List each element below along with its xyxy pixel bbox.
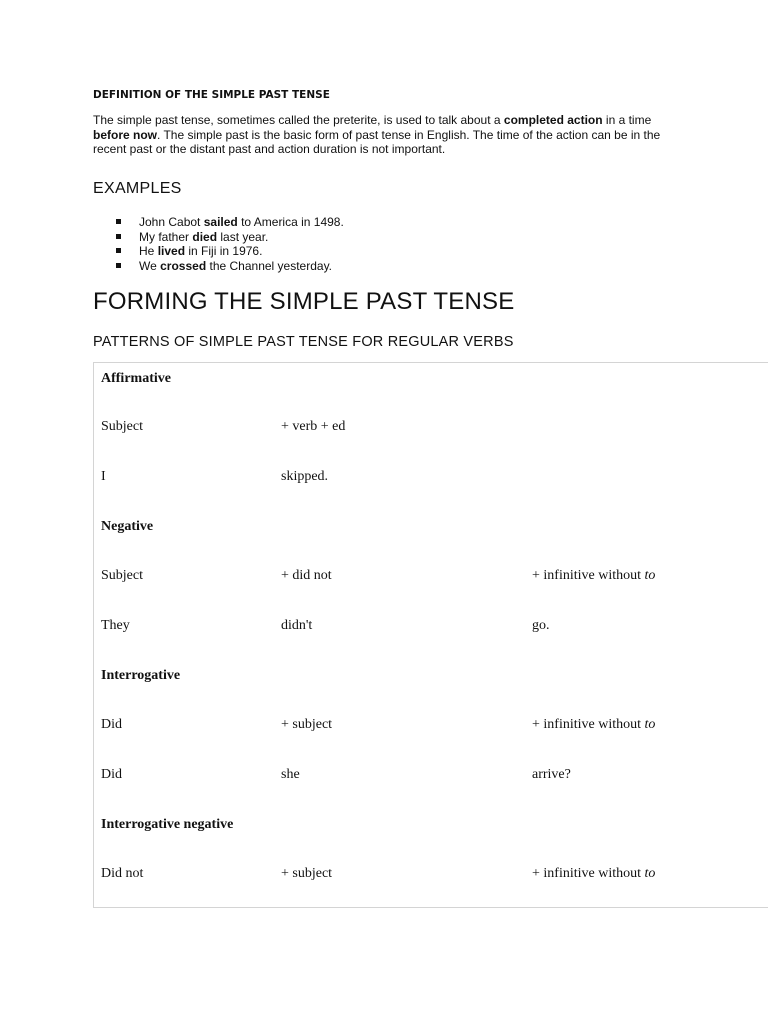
intro-text: in a time (602, 113, 652, 127)
intro-text: . The simple past is the basic form of past tense in English. The time of the action can be in the recent past or the distant past and action duration is not important. (93, 127, 661, 156)
table-cell: I (101, 469, 106, 484)
table-cell: Did (101, 767, 122, 782)
table-cell: didn't (281, 618, 313, 633)
section-label: Interrogative negative (101, 817, 234, 832)
table-cell: They (101, 618, 130, 633)
examples-list (93, 215, 344, 273)
section-label: Affirmative (101, 371, 171, 386)
bullet-square-icon (116, 263, 121, 268)
example-text: We (139, 258, 161, 273)
example-text: My father (139, 229, 193, 244)
table-cell (532, 866, 655, 882)
example-text: John Cabot (139, 215, 204, 229)
table-cell: Subject (101, 419, 143, 434)
intro-text: The simple past tense, sometimes called the preterite, is used to talk about a (93, 113, 504, 127)
table-cell (532, 568, 655, 584)
table-cell: + subject (281, 866, 333, 881)
bullet-square-icon (116, 248, 121, 253)
table-row (94, 767, 768, 787)
list-item (93, 259, 344, 274)
table-cell: skipped. (281, 469, 329, 484)
table-row (94, 568, 768, 588)
table-row (94, 866, 768, 886)
example-verb: sailed (203, 215, 238, 229)
table-cell: Did not (101, 866, 144, 881)
section-row-interrogative (94, 668, 768, 688)
section-row-affirmative (94, 371, 768, 391)
section-label: Negative (101, 519, 154, 534)
table-cell: + did not (281, 568, 332, 583)
table-cell (532, 717, 655, 733)
example-text: He (139, 244, 158, 258)
patterns-subheading: PATTERNS OF SIMPLE PAST TENSE FOR REGULAR VERBS (93, 334, 514, 350)
table-row (94, 618, 768, 638)
example-verb: died (192, 229, 218, 244)
examples-heading: EXAMPLES (93, 180, 182, 197)
table-cell-italic: to (644, 717, 656, 732)
table-cell: Did (101, 717, 122, 732)
table-cell-text: + infinitive without (532, 866, 645, 881)
table-cell-text: + infinitive without (532, 568, 645, 583)
table-cell: she (281, 767, 300, 782)
list-item (93, 230, 344, 245)
table-row (94, 419, 768, 439)
forming-heading: FORMING THE SIMPLE PAST TENSE (93, 288, 515, 315)
section-row-negative (94, 519, 768, 539)
table-cell: Subject (101, 568, 143, 583)
example-verb: lived (157, 244, 186, 258)
intro-bold-before-now: before now (93, 127, 158, 142)
section-row-interrogative-negative (94, 817, 768, 837)
table-cell: + subject (281, 717, 333, 732)
table-row (94, 469, 768, 489)
table-cell: + verb + ed (281, 419, 346, 434)
example-text: last year. (217, 229, 269, 244)
table-cell-text: + infinitive without (532, 717, 645, 732)
table-cell: go. (532, 618, 550, 633)
section-label: Interrogative (101, 668, 181, 683)
list-item (93, 215, 344, 230)
intro-bold-completed-action: completed action (503, 113, 603, 127)
example-text: in Fiji in 1976. (185, 244, 263, 258)
table-cell: arrive? (532, 767, 571, 782)
example-text: the Channel yesterday. (206, 258, 333, 273)
definition-heading: DEFINITION OF THE SIMPLE PAST TENSE (93, 89, 330, 101)
bullet-square-icon (116, 219, 121, 224)
table-row (94, 717, 768, 737)
patterns-table (93, 362, 768, 908)
example-text: to America in 1498. (237, 215, 344, 229)
example-verb: crossed (160, 258, 207, 273)
list-item (93, 244, 344, 259)
bullet-square-icon (116, 234, 121, 239)
table-cell-italic: to (644, 568, 656, 583)
table-cell-italic: to (644, 866, 656, 881)
definition-paragraph (93, 113, 673, 157)
